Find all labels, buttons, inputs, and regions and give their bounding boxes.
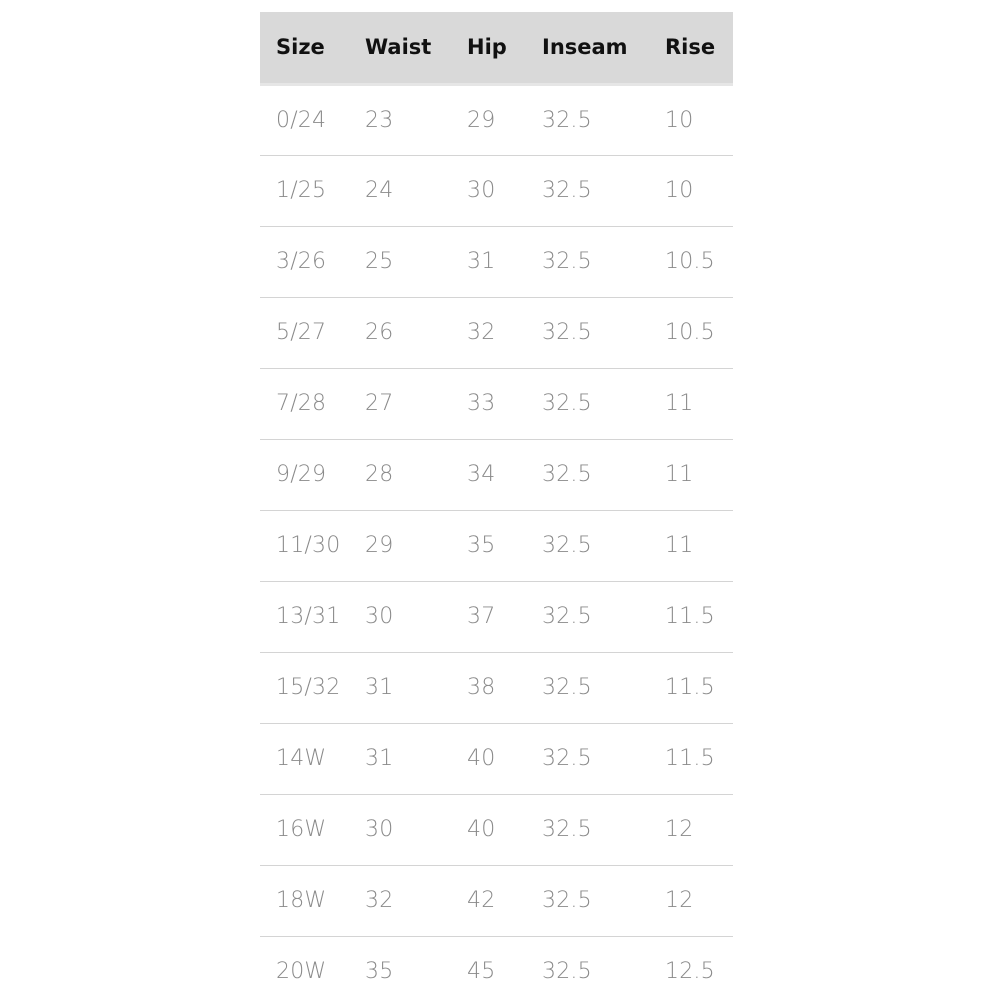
- cell-hip: 29: [451, 84, 526, 155]
- cell-rise: 11: [649, 368, 733, 439]
- cell-waist: 27: [349, 368, 451, 439]
- cell-rise: 11.5: [649, 652, 733, 723]
- table-row: [260, 368, 733, 439]
- cell-size: 1/25: [260, 155, 349, 226]
- cell-hip: 40: [451, 723, 526, 794]
- cell-inseam: 32.5: [526, 723, 649, 794]
- cell-inseam: 32.5: [526, 936, 649, 1000]
- cell-hip: 35: [451, 510, 526, 581]
- cell-rise: 10: [649, 155, 733, 226]
- cell-rise: 12: [649, 794, 733, 865]
- table-row: [260, 155, 733, 226]
- table-row: [260, 510, 733, 581]
- cell-waist: 32: [349, 865, 451, 936]
- cell-size: 7/28: [260, 368, 349, 439]
- cell-hip: 32: [451, 297, 526, 368]
- cell-waist: 28: [349, 439, 451, 510]
- table-row: [260, 581, 733, 652]
- cell-rise: 11.5: [649, 723, 733, 794]
- cell-inseam: 32.5: [526, 155, 649, 226]
- cell-inseam: 32.5: [526, 652, 649, 723]
- cell-waist: 30: [349, 794, 451, 865]
- cell-inseam: 32.5: [526, 297, 649, 368]
- table-row: [260, 84, 733, 155]
- cell-size: 5/27: [260, 297, 349, 368]
- cell-hip: 30: [451, 155, 526, 226]
- cell-size: 13/31: [260, 581, 349, 652]
- header-row: [260, 12, 733, 84]
- cell-rise: 12: [649, 865, 733, 936]
- cell-rise: 12.5: [649, 936, 733, 1000]
- cell-inseam: 32.5: [526, 510, 649, 581]
- cell-size: 9/29: [260, 439, 349, 510]
- cell-hip: 31: [451, 226, 526, 297]
- cell-size: 15/32: [260, 652, 349, 723]
- cell-inseam: 32.5: [526, 794, 649, 865]
- cell-waist: 31: [349, 723, 451, 794]
- cell-waist: 30: [349, 581, 451, 652]
- cell-waist: 23: [349, 84, 451, 155]
- cell-inseam: 32.5: [526, 226, 649, 297]
- table-row: [260, 794, 733, 865]
- cell-size: 18W: [260, 865, 349, 936]
- size-chart-table: [260, 12, 733, 1000]
- cell-waist: 26: [349, 297, 451, 368]
- cell-hip: 34: [451, 439, 526, 510]
- cell-rise: 10: [649, 84, 733, 155]
- cell-inseam: 32.5: [526, 439, 649, 510]
- cell-rise: 10.5: [649, 226, 733, 297]
- cell-rise: 10.5: [649, 297, 733, 368]
- table-row: [260, 723, 733, 794]
- table-row: [260, 439, 733, 510]
- cell-rise: 11.5: [649, 581, 733, 652]
- cell-hip: 45: [451, 936, 526, 1000]
- cell-inseam: 32.5: [526, 865, 649, 936]
- cell-hip: 37: [451, 581, 526, 652]
- header-waist: Waist: [349, 12, 451, 84]
- header-rise: Rise: [649, 12, 733, 84]
- cell-size: 3/26: [260, 226, 349, 297]
- cell-size: 0/24: [260, 84, 349, 155]
- header-hip: Hip: [451, 12, 526, 84]
- cell-size: 11/30: [260, 510, 349, 581]
- header-inseam: Inseam: [526, 12, 649, 84]
- table-row: [260, 865, 733, 936]
- size-chart-header: [260, 12, 733, 84]
- cell-rise: 11: [649, 439, 733, 510]
- cell-waist: 31: [349, 652, 451, 723]
- table-row: [260, 652, 733, 723]
- cell-hip: 42: [451, 865, 526, 936]
- cell-size: 20W: [260, 936, 349, 1000]
- cell-hip: 38: [451, 652, 526, 723]
- table-row: [260, 226, 733, 297]
- cell-waist: 29: [349, 510, 451, 581]
- cell-size: 16W: [260, 794, 349, 865]
- cell-waist: 25: [349, 226, 451, 297]
- cell-size: 14W: [260, 723, 349, 794]
- table-row: [260, 297, 733, 368]
- cell-waist: 35: [349, 936, 451, 1000]
- cell-hip: 33: [451, 368, 526, 439]
- size-chart-body: [260, 84, 733, 1000]
- cell-inseam: 32.5: [526, 581, 649, 652]
- header-size: Size: [260, 12, 349, 84]
- cell-waist: 24: [349, 155, 451, 226]
- table-row: [260, 936, 733, 1000]
- cell-inseam: 32.5: [526, 368, 649, 439]
- cell-inseam: 32.5: [526, 84, 649, 155]
- cell-rise: 11: [649, 510, 733, 581]
- cell-hip: 40: [451, 794, 526, 865]
